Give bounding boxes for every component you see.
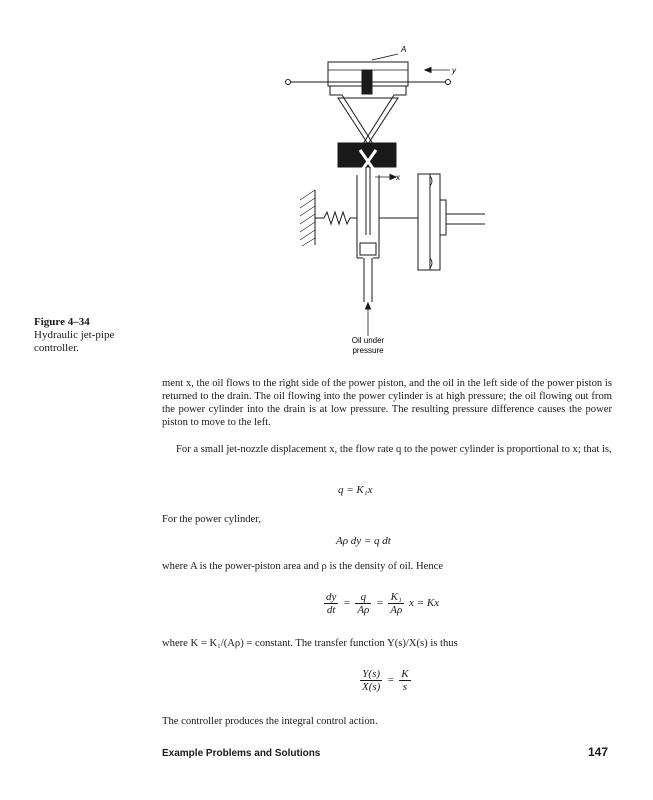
eq4-lhs-num: Y(s): [360, 668, 382, 681]
funnel-body: [338, 98, 398, 144]
eq3-r-num: K₁: [388, 591, 404, 604]
eq4-rhs-den: s: [402, 681, 408, 693]
power-cylinder: [418, 174, 440, 270]
label-x: x: [396, 173, 400, 182]
eq3-lhs-num: dy: [326, 591, 337, 603]
eq3-tail: x = Kx: [409, 597, 440, 610]
paragraph-3: For the power cylinder,: [162, 514, 262, 525]
figure-caption-text: Hydraulic jet-pipe controller.: [34, 329, 115, 354]
label-y: y: [452, 66, 456, 75]
paragraph-2: For a small jet-nozzle displacement x, the flow rate q to the power cylinder is proportional to x; that is,: [176, 444, 612, 455]
oil-label-line1: Oil under: [351, 336, 385, 345]
eq3-r-den: Aρ: [390, 604, 403, 616]
equation-3: [322, 591, 439, 616]
eq3-lhs-den: dt: [326, 604, 336, 616]
paragraph-4: where A is the power-piston area and ρ is the density of oil. Hence: [162, 561, 444, 572]
jet-pipe-diagram: [280, 40, 510, 360]
pivot-block: [362, 70, 372, 94]
paragraph-1: ment x, the oil flows to the right side of the power piston, and the oil in the left side of the power piston is returned to the drain. The oil flowing into the power cylinder is at high pressure; the oil flowing out from the power cylinder into the drain is at low pressure. The resulting pressure difference causes the power piston to move to the left.: [162, 378, 612, 428]
rod-end-right: [446, 80, 451, 85]
eq4-rhs-num: K: [401, 668, 409, 680]
equation-4: [358, 668, 413, 693]
eq4-equals: =: [387, 674, 395, 687]
figure-caption: [34, 316, 144, 355]
paragraph-5: where K = K₁/(Aρ) = constant. The transfer function Y(s)/X(s) is thus: [162, 638, 458, 649]
paragraph-6: The controller produces the integral control action.: [162, 716, 378, 727]
eq3-equals-1: =: [343, 597, 351, 610]
eq4-lhs-den: X(s): [362, 681, 381, 693]
label-A: A: [401, 45, 407, 54]
equation-1: q = K₁x: [338, 484, 373, 496]
footer-section: Example Problems and Solutions: [162, 748, 321, 759]
eq3-equals-2: =: [376, 597, 384, 610]
eq3-mid-num: q: [355, 591, 371, 604]
oil-label-line2: pressure: [352, 346, 384, 355]
rod-end-left: [286, 80, 291, 85]
eq3-mid-den: Aρ: [357, 604, 370, 616]
page-number: 147: [588, 745, 609, 759]
spring: [315, 212, 357, 224]
lower-piston: [360, 243, 376, 255]
figure-label: Figure 4–34: [34, 316, 90, 328]
equation-2: Aρ dy = q dt: [336, 535, 391, 547]
